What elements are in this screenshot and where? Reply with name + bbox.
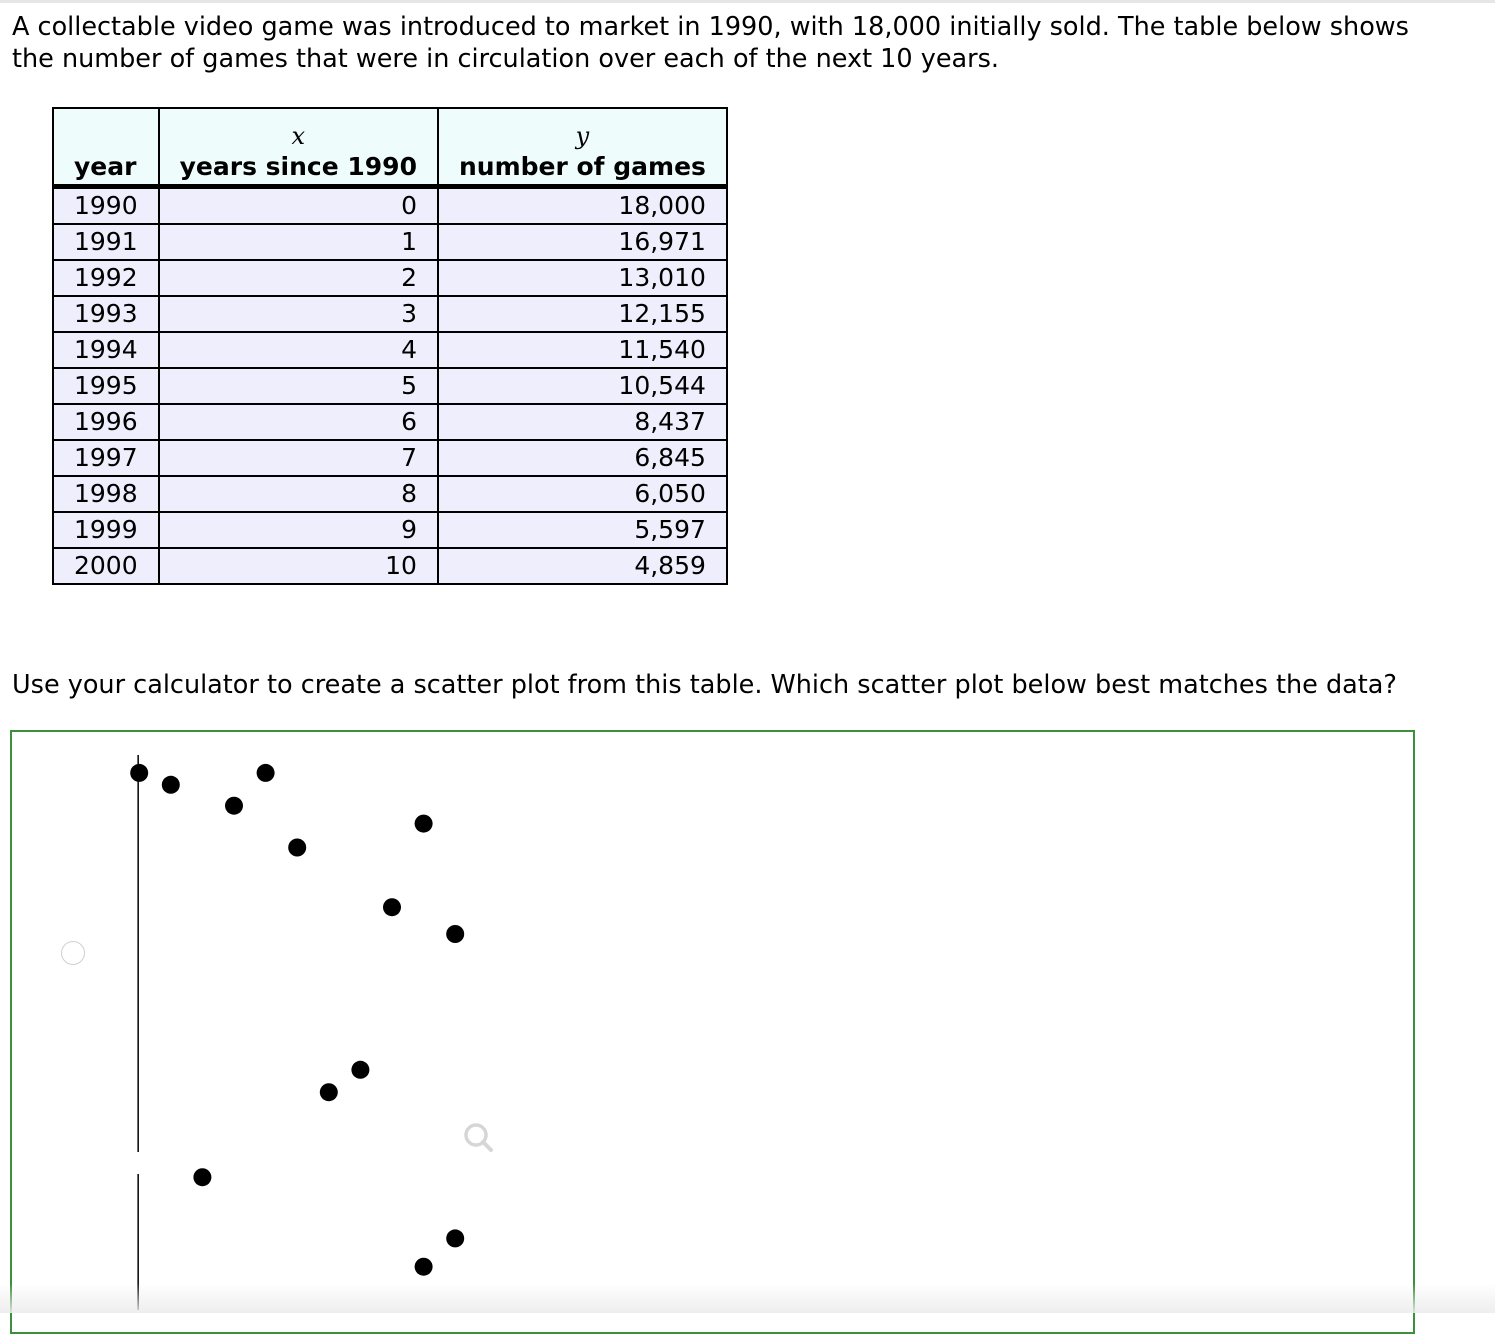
header-y-label: number of games [458,152,706,181]
cell-year: 1992 [53,260,159,296]
intro-line-1: A collectable video game was introduced to market in 1990, with 18,000 initially sold. The table below shows [12,12,1409,42]
cell-x: 5 [159,368,438,404]
cell-y: 18,000 [438,187,727,225]
cell-y: 10,544 [438,368,727,404]
cell-x: 1 [159,224,438,260]
cell-y: 11,540 [438,332,727,368]
scatter-point-7 [351,1061,369,1079]
scatter-point-0 [130,764,148,782]
cell-x: 7 [159,440,438,476]
cell-y: 8,437 [438,404,727,440]
scatter-point-6 [320,1083,338,1101]
cell-year: 1995 [53,368,159,404]
cell-x: 8 [159,476,438,512]
header-y-symbol: y [575,122,590,150]
scatter-point-3 [225,797,243,815]
magnifier-handle [483,1142,491,1150]
cell-year: 1996 [53,404,159,440]
scatter-point-4 [257,764,275,782]
cell-x: 2 [159,260,438,296]
cell-year: 1991 [53,224,159,260]
cell-year: 1990 [53,187,159,225]
cell-x: 4 [159,332,438,368]
scatter-point-11 [446,925,464,943]
cell-y: 6,845 [438,440,727,476]
cell-x: 0 [159,187,438,225]
cell-year: 1999 [53,512,159,548]
scatter-point-2 [193,1168,211,1186]
header-x-label: years since 1990 [179,152,417,181]
header-year-label: year [74,152,137,181]
cell-x: 3 [159,296,438,332]
cell-x: 9 [159,512,438,548]
cell-y: 13,010 [438,260,727,296]
header-x-symbol: x [291,122,306,150]
question-text: Use your calculator to create a scatter plot from this table. Which scatter plot below best matches the data? [12,670,1397,700]
cell-y: 16,971 [438,224,727,260]
cell-y: 12,155 [438,296,727,332]
cell-year: 1994 [53,332,159,368]
intro-line-2: the number of games that were in circulation over each of the next 10 years. [12,44,1000,74]
plot-points [130,764,464,1276]
cell-y: 6,050 [438,476,727,512]
scatter-point-9 [415,815,433,833]
cell-x: 10 [159,548,438,584]
cell-year: 1997 [53,440,159,476]
cell-year: 1998 [53,476,159,512]
cell-y: 5,597 [438,512,727,548]
cell-year: 1993 [53,296,159,332]
cell-y: 4,859 [438,548,727,584]
scatter-point-1 [162,776,180,794]
scatter-point-5 [288,839,306,857]
scatter-point-12 [446,1229,464,1247]
cell-year: 2000 [53,548,159,584]
magnifier-icon[interactable] [466,1125,491,1150]
scatter-point-10 [415,1258,433,1276]
scatter-point-8 [383,898,401,916]
cell-x: 6 [159,404,438,440]
